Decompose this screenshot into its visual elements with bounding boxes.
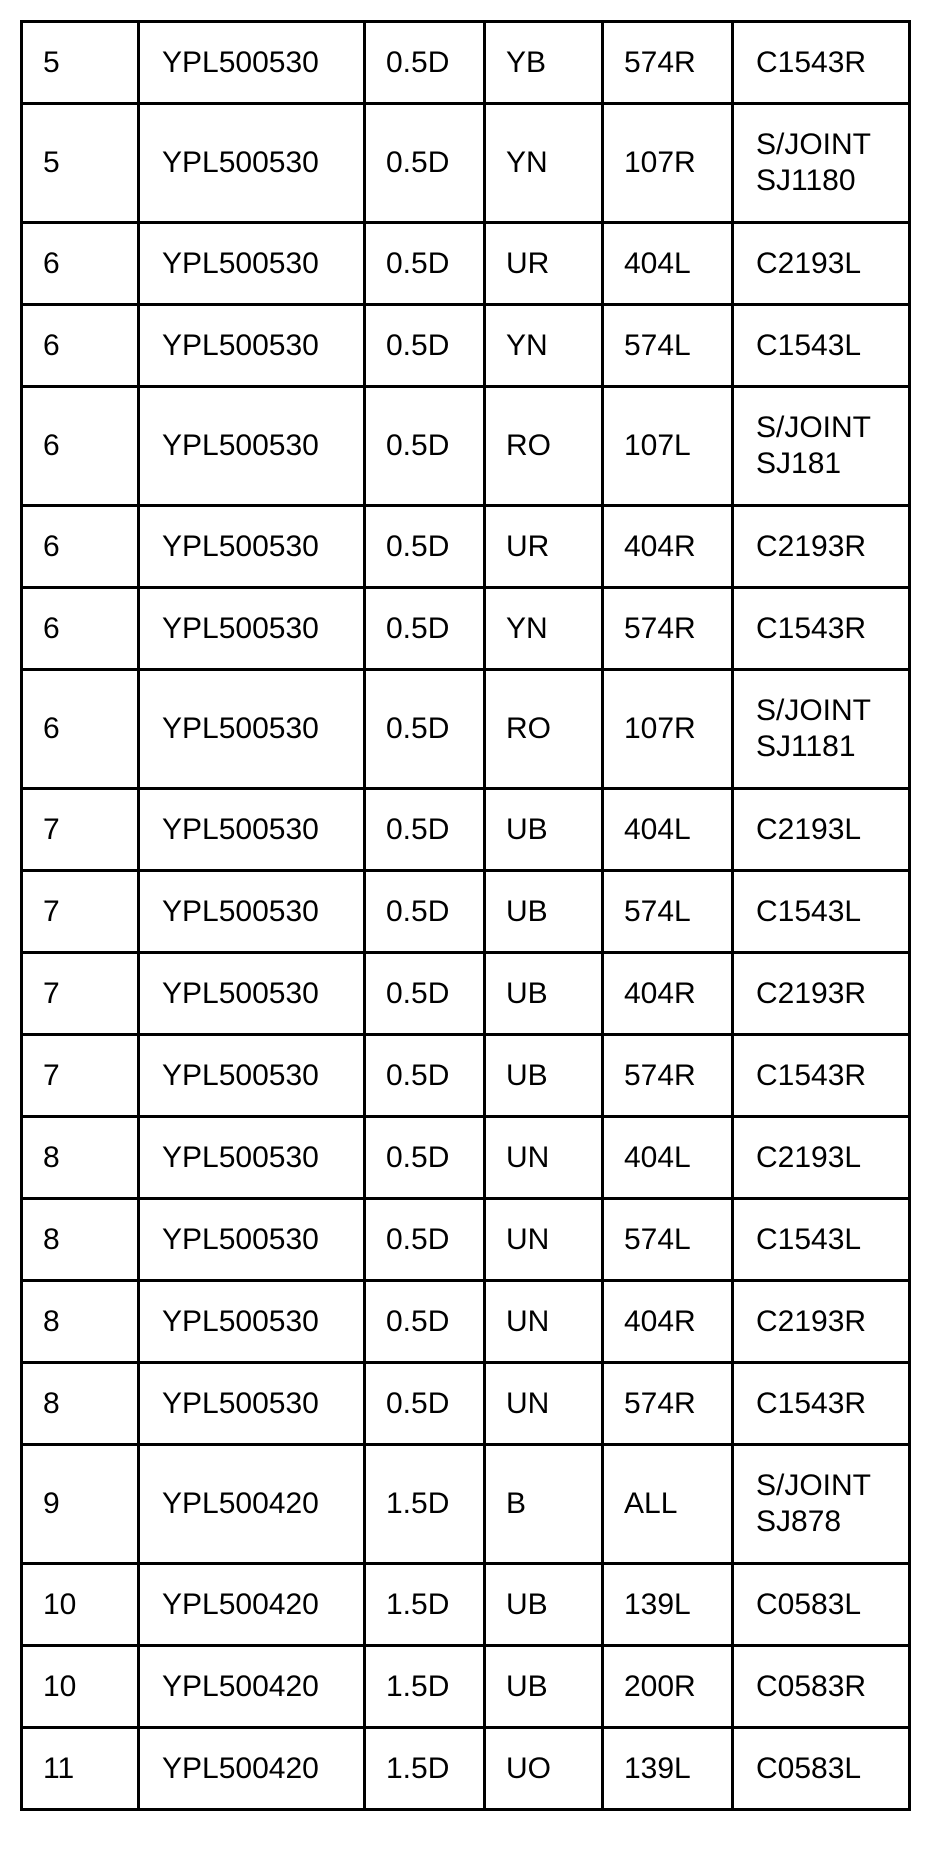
size-cell: 0.5D [365, 1035, 485, 1117]
size-cell: 0.5D [365, 1117, 485, 1199]
item-number-cell: 8 [22, 1117, 139, 1199]
item-number-cell: 8 [22, 1281, 139, 1363]
terminal-cell: 139L [603, 1728, 733, 1810]
destination-cell [733, 506, 910, 588]
terminal-cell: 200R [603, 1646, 733, 1728]
terminal-cell: 139L [603, 1564, 733, 1646]
item-number-cell: 7 [22, 789, 139, 871]
size-cell: 0.5D [365, 953, 485, 1035]
terminal-cell: 574R [603, 1035, 733, 1117]
terminal-cell: 404L [603, 1117, 733, 1199]
destination-cell [733, 789, 910, 871]
part-number-cell: YPL500530 [139, 953, 365, 1035]
part-number-cell: YPL500420 [139, 1728, 365, 1810]
item-number-cell: 6 [22, 387, 139, 506]
size-cell: 0.5D [365, 588, 485, 670]
terminal-cell: 404R [603, 1281, 733, 1363]
color-code-cell: RO [485, 387, 603, 506]
size-cell: 0.5D [365, 1363, 485, 1445]
destination-cell [733, 953, 910, 1035]
destination-line: C0583R [756, 1669, 867, 1703]
wire-table-container [20, 20, 908, 1811]
terminal-cell: 404L [603, 223, 733, 305]
item-number-cell: 7 [22, 953, 139, 1035]
destination-line: C1543R [756, 1386, 867, 1420]
color-code-cell: UB [485, 1564, 603, 1646]
color-code-cell: YB [485, 22, 603, 104]
part-number-cell: YPL500420 [139, 1646, 365, 1728]
color-code-cell: UB [485, 871, 603, 953]
part-number-cell: YPL500530 [139, 1281, 365, 1363]
table-row [22, 670, 910, 789]
color-code-cell: UN [485, 1281, 603, 1363]
item-number-cell: 10 [22, 1646, 139, 1728]
destination-line: C1543L [756, 1222, 862, 1256]
table-row [22, 1564, 910, 1646]
table-row [22, 1728, 910, 1810]
item-number-cell: 8 [22, 1199, 139, 1281]
item-number-cell: 6 [22, 223, 139, 305]
size-cell: 0.5D [365, 506, 485, 588]
size-cell: 1.5D [365, 1564, 485, 1646]
terminal-cell: 574R [603, 22, 733, 104]
destination-cell [733, 1199, 910, 1281]
destination-cell [733, 871, 910, 953]
destination-line: C0583L [756, 1751, 862, 1785]
item-number-cell: 9 [22, 1445, 139, 1564]
destination-line: C2193L [756, 812, 862, 846]
item-number-cell: 6 [22, 506, 139, 588]
size-cell: 1.5D [365, 1728, 485, 1810]
part-number-cell: YPL500530 [139, 871, 365, 953]
item-number-cell: 5 [22, 104, 139, 223]
color-code-cell: UR [485, 506, 603, 588]
destination-cell [733, 1363, 910, 1445]
part-number-cell: YPL500530 [139, 1363, 365, 1445]
terminal-cell: 574L [603, 1199, 733, 1281]
item-number-cell: 6 [22, 588, 139, 670]
destination-cell [733, 1646, 910, 1728]
part-number-cell: YPL500530 [139, 223, 365, 305]
color-code-cell: UB [485, 1035, 603, 1117]
part-number-cell: YPL500530 [139, 789, 365, 871]
terminal-cell: 404R [603, 506, 733, 588]
destination-cell [733, 1035, 910, 1117]
terminal-cell: 574L [603, 305, 733, 387]
table-row [22, 789, 910, 871]
part-number-cell: YPL500530 [139, 1035, 365, 1117]
destination-line: S/JOINT [756, 694, 872, 727]
part-number-cell: YPL500530 [139, 1199, 365, 1281]
table-row [22, 1363, 910, 1445]
destination-line: C2193L [756, 246, 862, 280]
table-row [22, 871, 910, 953]
destination-line: C1543R [756, 611, 867, 645]
destination-line: C2193R [756, 1304, 867, 1338]
table-row [22, 305, 910, 387]
item-number-cell: 7 [22, 871, 139, 953]
destination-cell [733, 223, 910, 305]
table-row [22, 588, 910, 670]
table-row [22, 953, 910, 1035]
item-number-cell: 6 [22, 305, 139, 387]
size-cell: 0.5D [365, 22, 485, 104]
size-cell: 0.5D [365, 104, 485, 223]
destination-line: SJ181 [756, 447, 842, 480]
destination-cell [733, 104, 910, 223]
destination-cell [733, 1281, 910, 1363]
table-row [22, 1445, 910, 1564]
color-code-cell: UN [485, 1199, 603, 1281]
destination-line: C2193R [756, 976, 867, 1010]
part-number-cell: YPL500420 [139, 1564, 365, 1646]
destination-line: S/JOINT [756, 1469, 872, 1502]
wire-table [20, 20, 911, 1811]
table-row [22, 1199, 910, 1281]
destination-cell [733, 1445, 910, 1564]
item-number-cell: 8 [22, 1363, 139, 1445]
terminal-cell: 574R [603, 588, 733, 670]
terminal-cell: ALL [603, 1445, 733, 1564]
size-cell: 0.5D [365, 387, 485, 506]
table-row [22, 104, 910, 223]
table-row [22, 22, 910, 104]
size-cell: 0.5D [365, 789, 485, 871]
destination-cell [733, 22, 910, 104]
destination-cell [733, 387, 910, 506]
color-code-cell: UN [485, 1117, 603, 1199]
item-number-cell: 11 [22, 1728, 139, 1810]
destination-line: C2193R [756, 529, 867, 563]
destination-line: SJ1180 [756, 164, 856, 197]
color-code-cell: UR [485, 223, 603, 305]
destination-cell [733, 305, 910, 387]
part-number-cell: YPL500530 [139, 506, 365, 588]
part-number-cell: YPL500530 [139, 670, 365, 789]
part-number-cell: YPL500530 [139, 22, 365, 104]
table-row [22, 1646, 910, 1728]
destination-line: C0583L [756, 1587, 862, 1621]
color-code-cell: UN [485, 1363, 603, 1445]
size-cell: 0.5D [365, 1199, 485, 1281]
color-code-cell: UB [485, 1646, 603, 1728]
color-code-cell: RO [485, 670, 603, 789]
table-row [22, 1281, 910, 1363]
part-number-cell: YPL500420 [139, 1445, 365, 1564]
item-number-cell: 7 [22, 1035, 139, 1117]
destination-line: S/JOINT [756, 411, 872, 444]
size-cell: 0.5D [365, 223, 485, 305]
color-code-cell: B [485, 1445, 603, 1564]
part-number-cell: YPL500530 [139, 588, 365, 670]
wire-table-body [22, 22, 910, 1810]
table-row [22, 387, 910, 506]
table-row [22, 223, 910, 305]
part-number-cell: YPL500530 [139, 387, 365, 506]
item-number-cell: 10 [22, 1564, 139, 1646]
color-code-cell: YN [485, 305, 603, 387]
terminal-cell: 107L [603, 387, 733, 506]
terminal-cell: 574R [603, 1363, 733, 1445]
part-number-cell: YPL500530 [139, 305, 365, 387]
table-row [22, 1117, 910, 1199]
terminal-cell: 404R [603, 953, 733, 1035]
item-number-cell: 6 [22, 670, 139, 789]
terminal-cell: 107R [603, 670, 733, 789]
part-number-cell: YPL500530 [139, 1117, 365, 1199]
destination-cell [733, 1728, 910, 1810]
terminal-cell: 107R [603, 104, 733, 223]
destination-line: C1543L [756, 328, 862, 362]
destination-cell [733, 588, 910, 670]
color-code-cell: UB [485, 789, 603, 871]
size-cell: 0.5D [365, 1281, 485, 1363]
destination-line: C1543L [756, 894, 862, 928]
part-number-cell: YPL500530 [139, 104, 365, 223]
table-row [22, 1035, 910, 1117]
destination-line: C2193L [756, 1140, 862, 1174]
size-cell: 0.5D [365, 305, 485, 387]
destination-cell [733, 1564, 910, 1646]
size-cell: 0.5D [365, 871, 485, 953]
destination-line: C1543R [756, 45, 867, 79]
destination-line: SJ1181 [756, 730, 856, 763]
destination-line: C1543R [756, 1058, 867, 1092]
size-cell: 0.5D [365, 670, 485, 789]
color-code-cell: YN [485, 104, 603, 223]
color-code-cell: UO [485, 1728, 603, 1810]
color-code-cell: UB [485, 953, 603, 1035]
destination-cell [733, 1117, 910, 1199]
size-cell: 1.5D [365, 1445, 485, 1564]
terminal-cell: 574L [603, 871, 733, 953]
table-row [22, 506, 910, 588]
terminal-cell: 404L [603, 789, 733, 871]
color-code-cell: YN [485, 588, 603, 670]
item-number-cell: 5 [22, 22, 139, 104]
destination-line: SJ878 [756, 1505, 842, 1538]
size-cell: 1.5D [365, 1646, 485, 1728]
destination-line: S/JOINT [756, 128, 872, 161]
destination-cell [733, 670, 910, 789]
